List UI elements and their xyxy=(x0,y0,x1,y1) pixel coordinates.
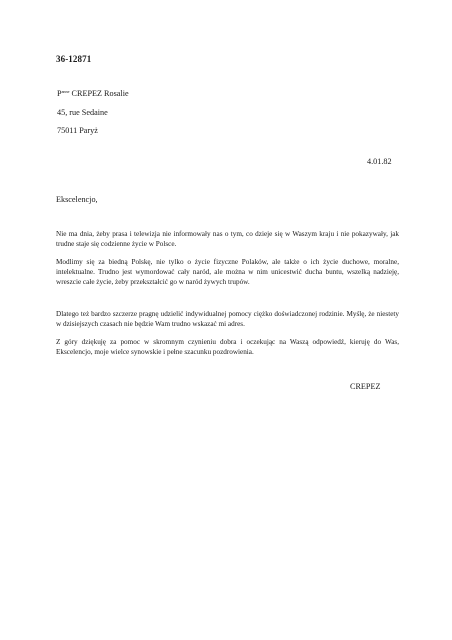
sender-title: P xyxy=(57,89,62,98)
signature: CREPEZ xyxy=(350,382,381,391)
body-paragraph-3: Dlatego też bardzo szczerze pragnę udzielić indywidualnej pomocy ciężko doświadczonej rodzinie. Myślę, że niestety w dzisiejszych czasach nie będzie Wam trudno wskazać mi adres. xyxy=(56,310,399,329)
body-paragraph-2: Modlimy się za biedną Polskę, nie tylko o życie fizyczne Polaków, ale także o ich życie duchowe, moralne, intelektualne. Trudno jest wymordować cały naród, ale można w nim unicestwić ducha buntu, wszelką nadzieję, wreszcie całe życie, żeby przekształcić go w naród żywych trupów. xyxy=(56,258,399,287)
salutation: Ekscelencjo, xyxy=(56,195,98,204)
sender-name: CREPEZ Rosalie xyxy=(71,89,129,98)
letter-date: 4.01.82 xyxy=(367,157,392,166)
body-paragraph-1: Nie ma dnia, żeby prasa i telewizja nie informowały nas o tym, co dzieje się w Waszym kraju i nie pokazywały, jak trudne staje się codzienne życie w Polsce. xyxy=(56,230,399,249)
document-reference-number: 36-12871 xyxy=(56,54,92,64)
body-paragraph-4: Z góry dziękuję za pomoc w skromnym czynieniu dobra i oczekując na Waszą odpowiedź, kieruję do Was, Ekscelencjo, moje wielce synowskie i pełne szacunku pozdrowienia. xyxy=(56,338,399,357)
sender-name-line xyxy=(57,89,129,98)
sender-street: 45, rue Sedaine xyxy=(57,108,108,117)
sender-title-superscript: anne xyxy=(61,89,70,94)
sender-city: 75011 Paryż xyxy=(57,126,98,135)
